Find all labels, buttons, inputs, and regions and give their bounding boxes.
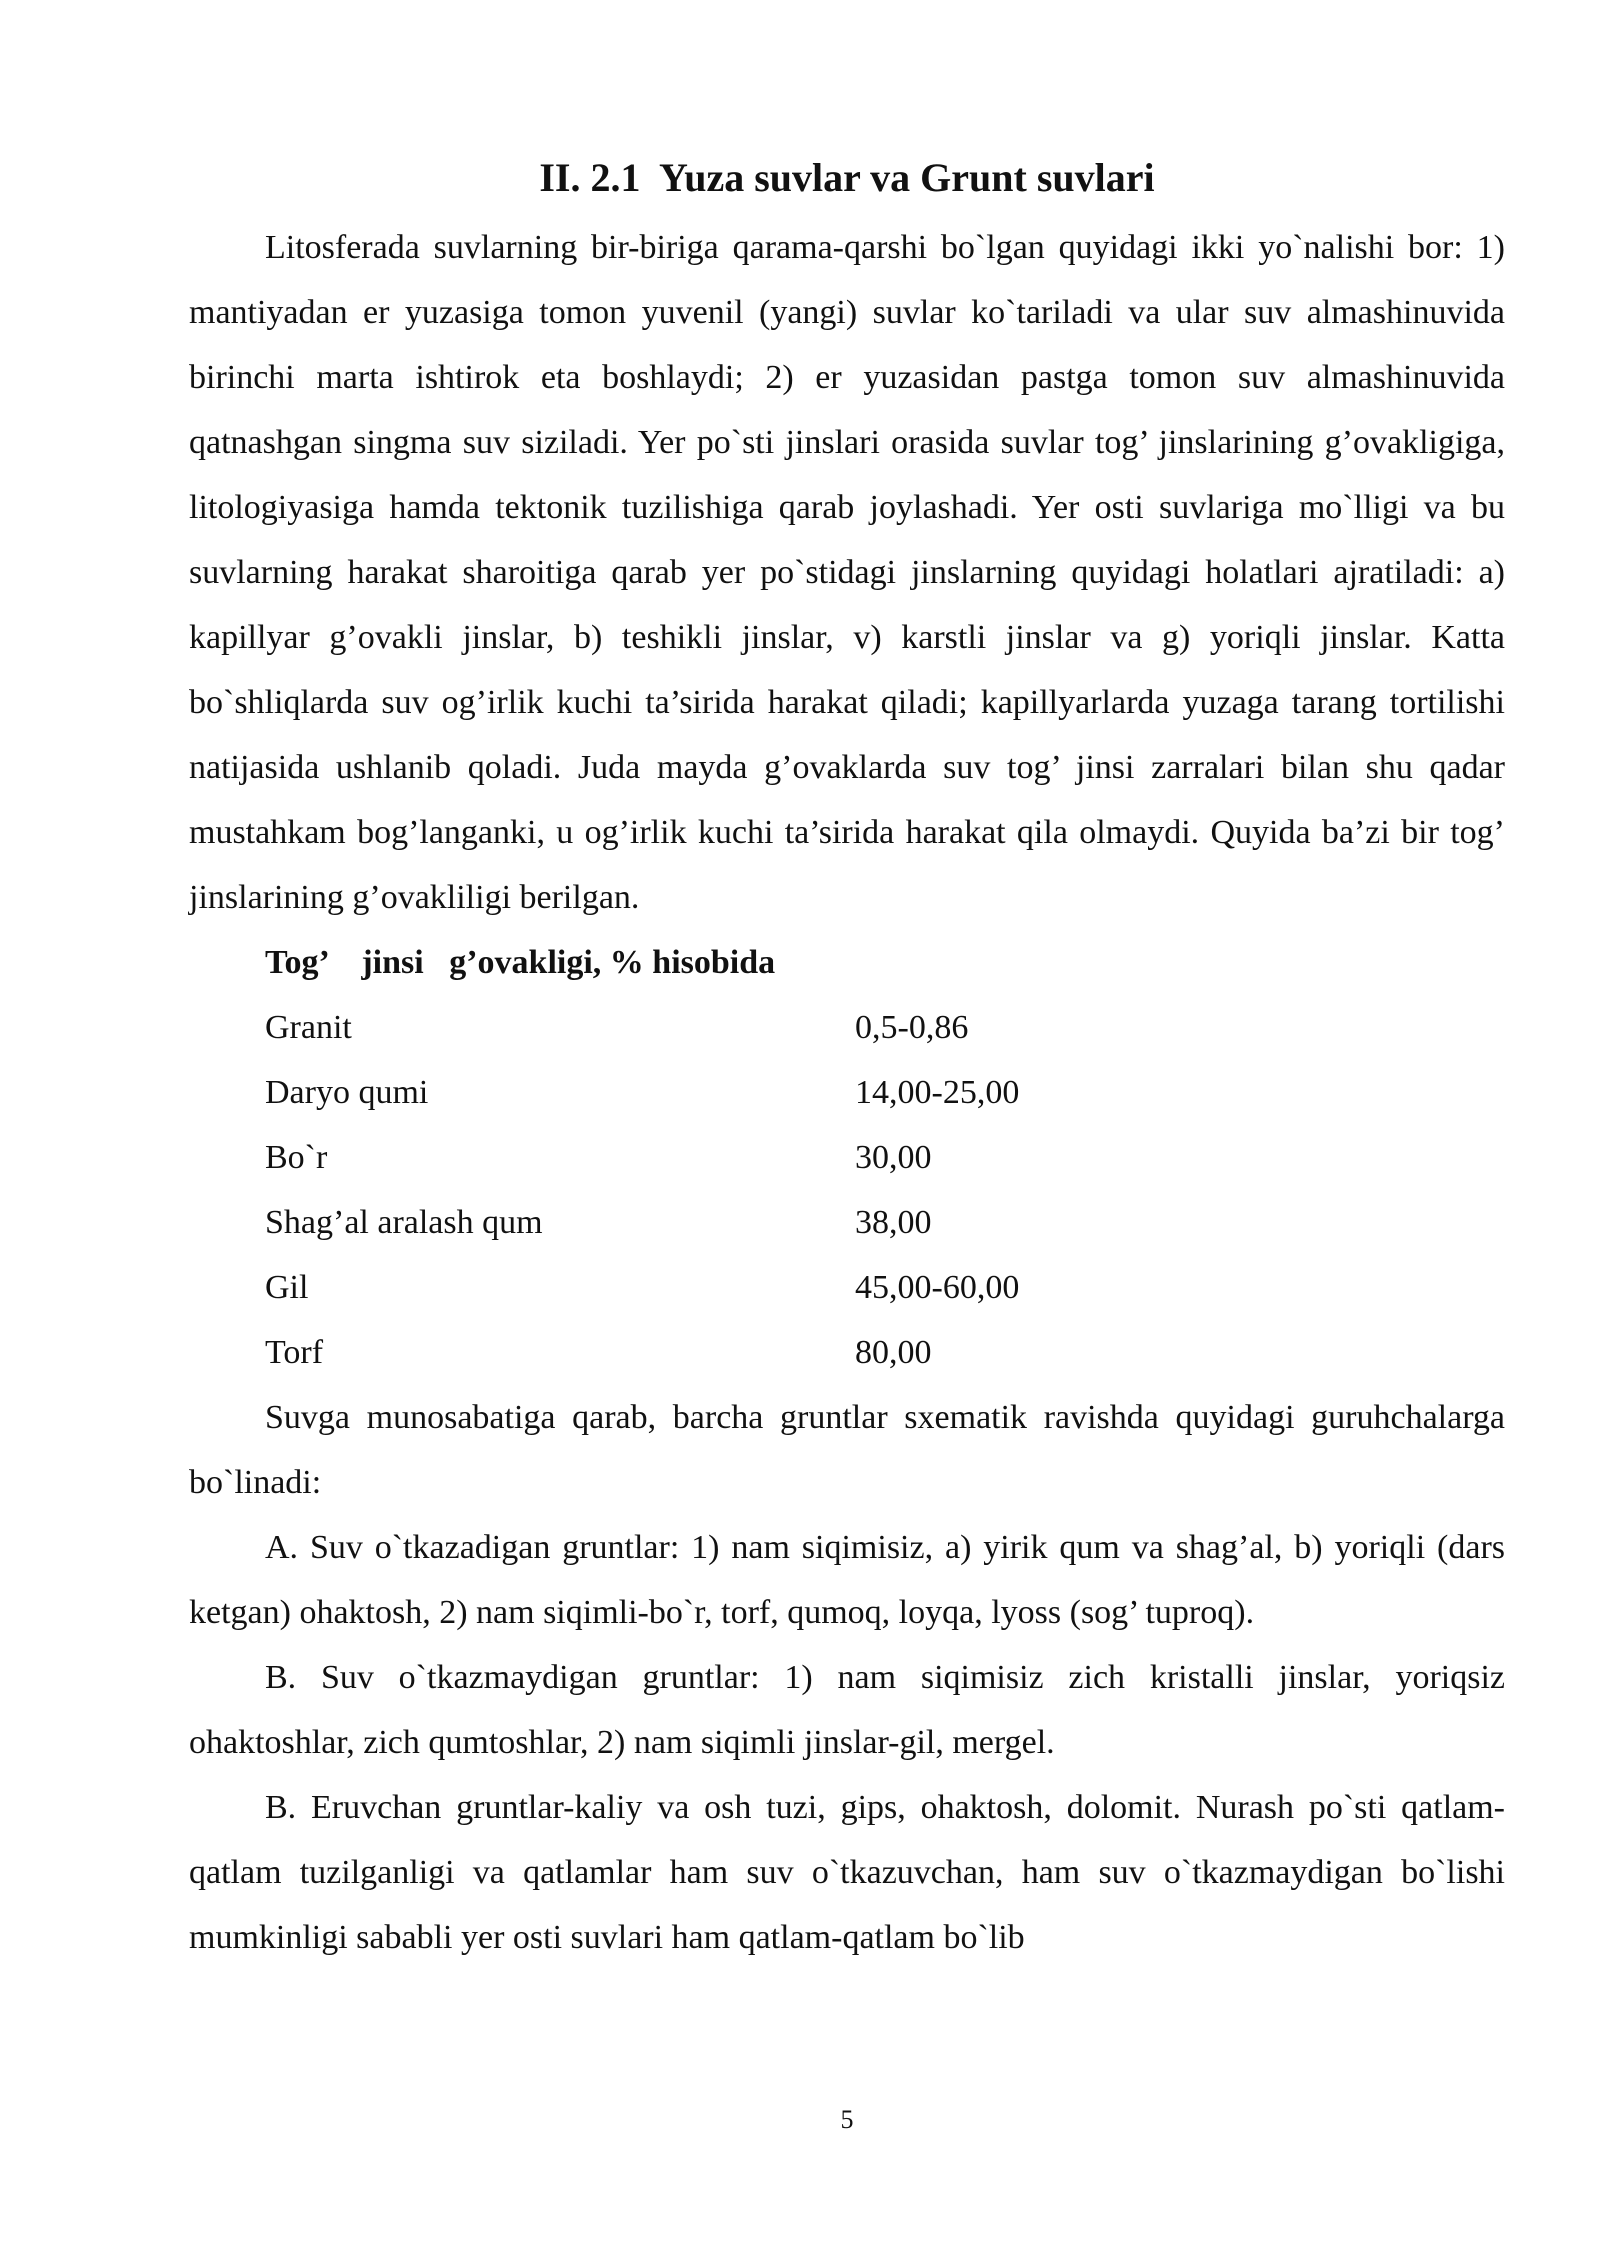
- rock-name: Bo`r: [265, 1139, 328, 1176]
- paragraph-soluble: B. Eruvchan gruntlar-kaliy va osh tuzi, gips, ohaktosh, dolomit. Nurash po`sti qatlam-qatlam tuzilganligi va qatlamlar ham suv o`tkazuvchan, ham suv o`tkazmaydigan bo`lishi mumkinligi sababli yer osti suvlari ham qatlam-qatlam bo`lib: [189, 1789, 1505, 1956]
- porosity-value: 14,00-25,00: [855, 1074, 1020, 1111]
- section-heading: II. 2.1 Yuza suvlar va Grunt suvlari: [539, 155, 1155, 200]
- table-row: [265, 1125, 1505, 1190]
- page-number: 5: [840, 2105, 854, 2134]
- paragraph-intro: Litosferada suvlarning bir-biriga qarama-qarshi bo`lgan quyidagi ikki yo`nalishi bor: 1) mantiyadan er yuzasiga tomon yuvenil (yangi) suvlar ko`tariladi va ular suv almashinuvida birinchi marta ishtirok eta boshlaydi; 2) er yuzasidan pastga tomon suv almashinuvida qatnashgan singma suv siziladi. Yer po`sti jinslari orasida suvlar tog’ jinslarining g’ovakligiga, litologiyasiga hamda tektonik tuzilishiga qarab joylashadi. Yer osti suvlariga mo`lligi va bu suvlarning harakat sharoitiga qarab yer po`stidagi jinslarning quyidagi holatlari ajratiladi: a) kapillyar g’ovakli jinslar, b) teshikli jinslar, v) karstli jinslar va g) yoriqli jinslar. Katta bo`shliqlarda suv og’irlik kuchi ta’sirida harakat qiladi; kapillyarlarda yuzaga tarang tortilishi natijasida ushlanib qoladi. Juda mayda g’ovaklarda suv tog’ jinsi zarralari bilan shu qadar mustahkam bog’langanki, u og’irlik kuchi ta’sirida harakat qila olmaydi. Quyida ba’zi bir tog’ jinslarining g’ovakliligi berilgan.: [189, 229, 1505, 916]
- rock-name: Torf: [265, 1334, 324, 1371]
- porosity-value: 38,00: [855, 1204, 932, 1241]
- paragraph-impermeable: B. Suv o`tkazmaydigan gruntlar: 1) nam siqimisiz zich kristalli jinslar, yoriqsiz ohaktoshlar, zich qumtoshlar, 2) nam siqimli jinslar-gil, mergel.: [189, 1659, 1505, 1761]
- table-row: [265, 995, 1505, 1060]
- rock-name: Daryo qumi: [265, 1074, 429, 1111]
- porosity-value: 45,00-60,00: [855, 1269, 1020, 1306]
- table-row: [265, 1320, 1505, 1385]
- table-row: [265, 1255, 1505, 1320]
- table-row: [265, 1190, 1505, 1255]
- paragraph-permeable: A. Suv o`tkazadigan gruntlar: 1) nam siqimisiz, a) yirik qum va shag’al, b) yoriqli (dars ketgan) ohaktosh, 2) nam siqimli-bo`r, torf, qumoq, loyqa, lyoss (sog’ tuproq).: [189, 1529, 1505, 1631]
- porosity-table: [189, 930, 1505, 1385]
- table-row: [265, 1060, 1505, 1125]
- porosity-value: 80,00: [855, 1334, 932, 1371]
- porosity-value: 0,5-0,86: [855, 1009, 969, 1046]
- rock-name: Shag’al aralash qum: [265, 1204, 543, 1241]
- body-text: [189, 215, 1505, 1970]
- rock-name: Granit: [265, 1009, 352, 1046]
- porosity-value: 30,00: [855, 1139, 932, 1176]
- rock-name: Gil: [265, 1269, 309, 1306]
- porosity-table-header: Tog’ jinsi g’ovakligi, % hisobida: [265, 944, 776, 981]
- paragraph-classification: Suvga munosabatiga qarab, barcha gruntlar sxematik ravishda quyidagi guruhchalarga bo`linadi:: [189, 1399, 1505, 1501]
